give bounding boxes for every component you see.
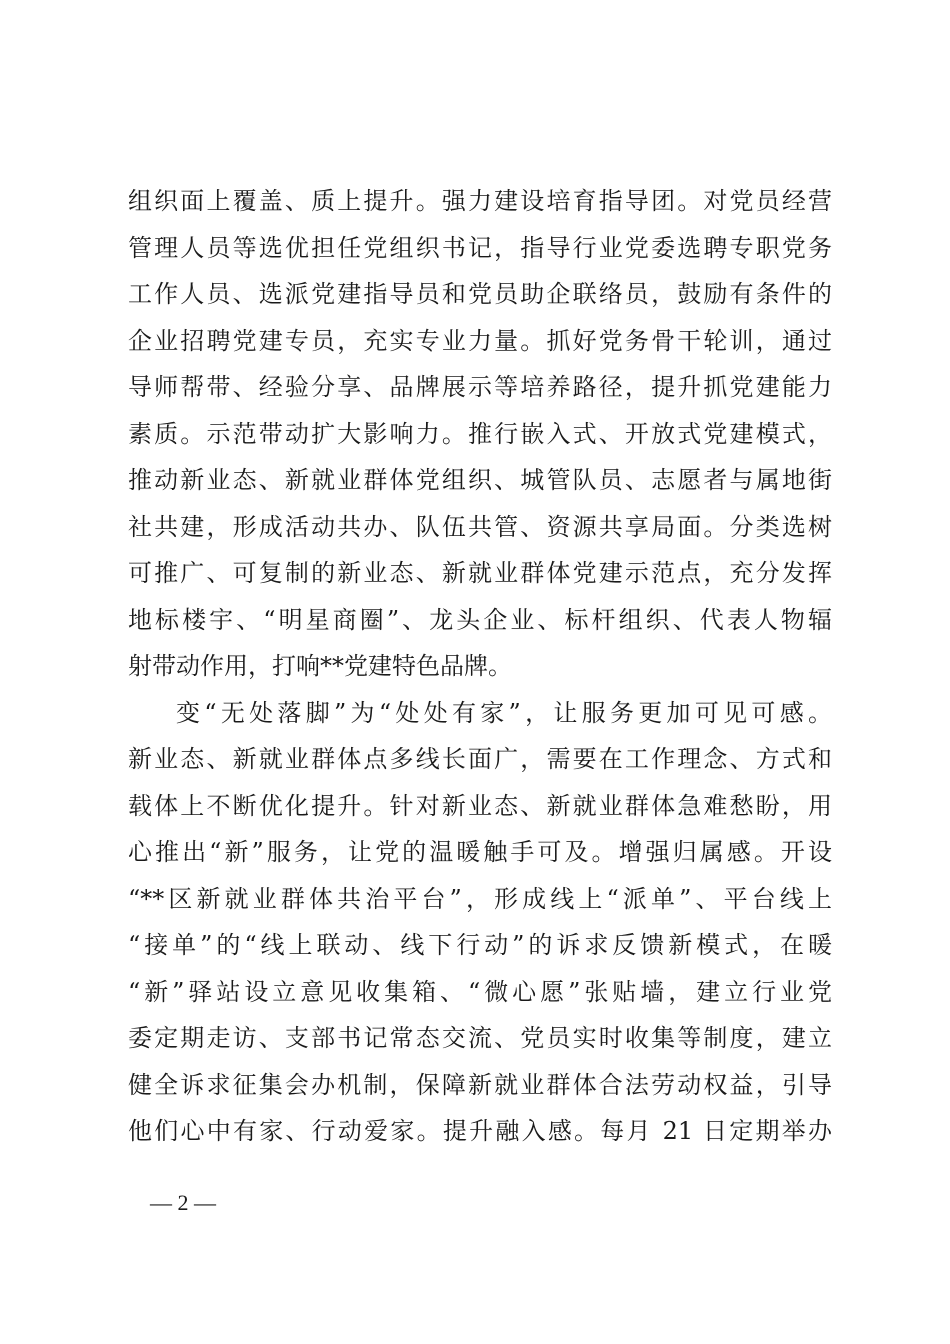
text-line: 素质。示范带动扩大影响力。推行嵌入式、开放式党建模式， — [128, 419, 832, 448]
text-line: 新业态、新就业群体点多线长面广，需要在工作理念、方式和 — [128, 745, 832, 773]
text-line: 他们心中有家、行动爱家。提升融入感。每月 21 日定期举办 — [128, 1117, 832, 1145]
text-line: 心推出“新”服务，让党的温暖触手可及。增强归属感。开设 — [128, 838, 832, 866]
page-number: — 2 — — [150, 1190, 216, 1215]
text-line: 射带动作用，打响**党建特色品牌。 — [128, 652, 512, 680]
text-line: 管理人员等选优担任党组织书记，指导行业党委选聘专职党务 — [128, 233, 832, 262]
text-line: 载体上不断优化提升。针对新业态、新就业群体急难愁盼，用 — [128, 791, 832, 820]
text-line: 可推广、可复制的新业态、新就业群体党建示范点，充分发挥 — [128, 559, 832, 587]
text-line: 推动新业态、新就业群体党组织、城管队员、志愿者与属地街 — [128, 466, 832, 494]
paragraph-1 — [128, 178, 832, 690]
text-line: 工作人员、选派党建指导员和党员助企联络员，鼓励有条件的 — [128, 280, 832, 308]
text-line: 社共建，形成活动共办、队伍共管、资源共享局面。分类选树 — [128, 512, 832, 541]
text-line: “接单”的“线上联动、线下行动”的诉求反馈新模式，在暖 — [128, 931, 832, 959]
text-line: “**区新就业群体共治平台”，形成线上“派单”、平台线上 — [128, 884, 832, 913]
text-line: 组织面上覆盖、质上提升。强力建设培育指导团。对党员经营 — [128, 187, 832, 215]
body-text — [128, 178, 832, 1155]
text-line: 企业招聘党建专员，充实专业力量。抓好党务骨干轮训，通过 — [128, 326, 832, 355]
text-line: 健全诉求征集会办机制，保障新就业群体合法劳动权益，引导 — [128, 1070, 832, 1099]
text-line: 变“无处落脚”为“处处有家”，让服务更加可见可感。 — [176, 698, 832, 727]
text-line: 委定期走访、支部书记常态交流、党员实时收集等制度，建立 — [128, 1024, 832, 1052]
text-line: “新”驿站设立意见收集箱、“微心愿”张贴墙，建立行业党 — [128, 977, 832, 1006]
paragraph-2 — [128, 690, 832, 1155]
text-line: 导师帮带、经验分享、品牌展示等培养路径，提升抓党建能力 — [128, 373, 832, 401]
text-line: 地标楼宇、“明星商圈”、龙头企业、标杆组织、代表人物辐 — [128, 605, 832, 634]
